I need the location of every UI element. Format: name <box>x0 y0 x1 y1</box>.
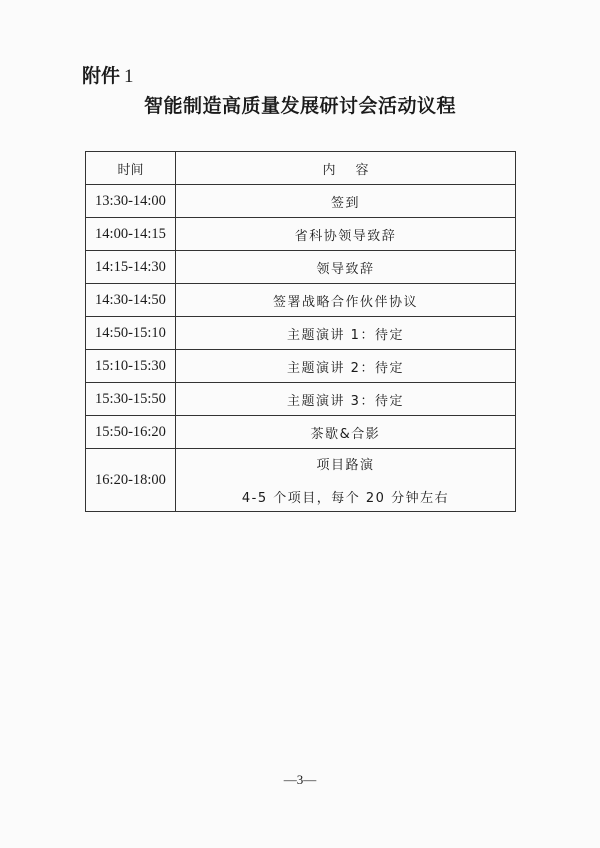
page-number: —3— <box>283 772 317 787</box>
row-content: 茶歇&合影 <box>176 416 516 449</box>
document-title: 智能制造高质量发展研讨会活动议程 <box>143 95 456 117</box>
table-row <box>86 185 516 218</box>
table-row <box>86 251 516 284</box>
header-time: 时间 <box>86 152 176 185</box>
table-row <box>86 218 516 251</box>
row-content: 签到 <box>176 185 516 218</box>
row-time: 14:30-14:50 <box>86 284 176 317</box>
attachment-label <box>82 64 134 89</box>
row-content <box>176 449 516 512</box>
table-row <box>86 317 516 350</box>
table-row <box>86 416 516 449</box>
table-row <box>86 350 516 383</box>
row-time: 13:30-14:00 <box>86 185 176 218</box>
row-content: 主题演讲 1：待定 <box>176 317 516 350</box>
row-time: 14:15-14:30 <box>86 251 176 284</box>
row-content: 主题演讲 2：待定 <box>176 350 516 383</box>
table-header-row <box>86 152 516 185</box>
row-time: 15:10-15:30 <box>86 350 176 383</box>
attachment-number: 1 <box>124 66 134 87</box>
table-row <box>86 449 516 512</box>
row-time: 15:30-15:50 <box>86 383 176 416</box>
header-content <box>176 152 516 185</box>
attachment-word: 附件 <box>82 65 121 87</box>
row-content: 主题演讲 3：待定 <box>176 383 516 416</box>
row-content: 签署战略合作伙伴协议 <box>176 284 516 317</box>
row-time: 14:50-15:10 <box>86 317 176 350</box>
table-row <box>86 284 516 317</box>
row-content: 省科协领导致辞 <box>176 218 516 251</box>
row-content-line2: 4-5 个项目，每个 20 分钟左右 <box>241 491 450 506</box>
agenda-table <box>85 151 516 512</box>
row-time: 16:20-18:00 <box>86 449 176 512</box>
row-content: 领导致辞 <box>176 251 516 284</box>
table-row <box>86 383 516 416</box>
row-time: 14:00-14:15 <box>86 218 176 251</box>
header-content-label: 内容 <box>322 162 389 178</box>
row-content-line1: 项目路演 <box>316 458 375 473</box>
row-time: 15:50-16:20 <box>86 416 176 449</box>
